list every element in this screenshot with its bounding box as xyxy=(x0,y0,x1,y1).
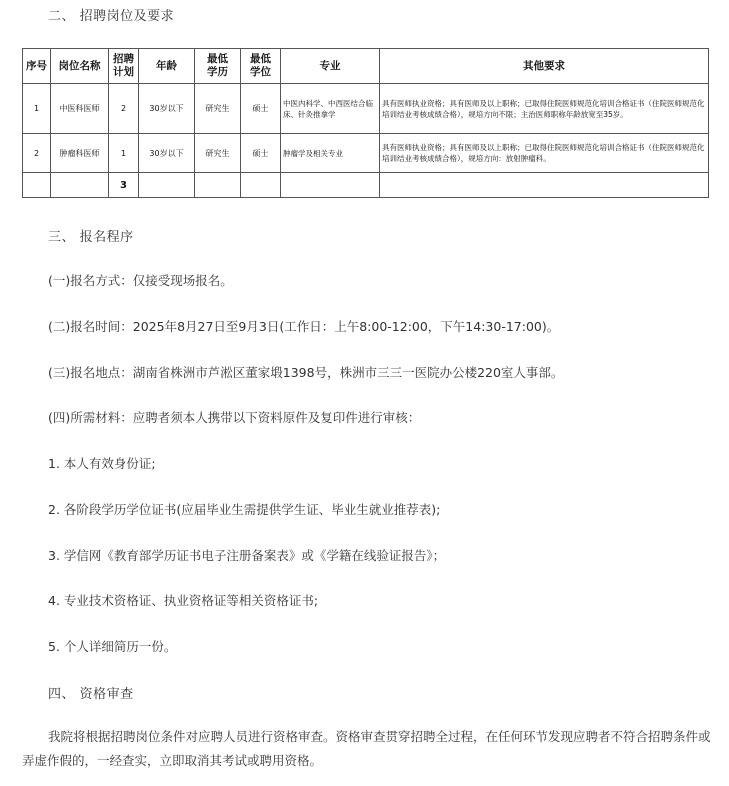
header-age: 年龄 xyxy=(139,49,195,84)
header-seq: 序号 xyxy=(23,49,51,84)
cell-other: 具有医师执业资格；具有医师及以上职称；已取得住院医师规范化培训合格证书（住院医师规范化培训结业考核成绩合格），规培方向不限；主治医师职称年龄放宽至35岁。 xyxy=(380,84,709,134)
material-item: 1. 本人有效身份证; xyxy=(48,456,156,471)
cell-empty xyxy=(23,173,51,198)
material-item: 2. 各阶段学历学位证书(应届毕业生需提供学生证、毕业生就业推荐表); xyxy=(48,502,441,517)
cell-empty xyxy=(139,173,195,198)
cell-age: 30岁以下 xyxy=(139,134,195,173)
registration-location: (三)报名地点：湖南省株洲市芦淞区董家塅1398号，株洲市三三一医院办公楼220室人事部。 xyxy=(48,365,564,380)
cell-empty xyxy=(195,173,241,198)
cell-major: 肿瘤学及相关专业 xyxy=(281,134,380,173)
qualification-review-text: 我院将根据招聘岗位条件对应聘人员进行资格审查。资格审查贯穿招聘全过程，在任何环节发现应聘者不符合招聘条件或弄虚作假的，一经查实，立即取消其考试或聘用资格。 xyxy=(22,729,711,768)
section-2-title: 二、 招聘岗位及要求 xyxy=(48,9,175,24)
header-quota-label: 招聘计划 xyxy=(113,53,134,78)
header-quota xyxy=(109,49,139,84)
cell-major: 中医内科学、中西医结合临床、针灸推拿学 xyxy=(281,84,380,134)
table-row xyxy=(23,84,709,134)
positions-table xyxy=(22,48,709,198)
cell-empty xyxy=(51,173,109,198)
header-education xyxy=(195,49,241,84)
cell-degree: 硕士 xyxy=(241,134,281,173)
material-item: 5. 个人详细简历一份。 xyxy=(48,639,177,654)
table-row xyxy=(23,134,709,173)
header-position: 岗位名称 xyxy=(51,49,109,84)
header-other: 其他要求 xyxy=(380,49,709,84)
table-total-row xyxy=(23,173,709,198)
header-major: 专业 xyxy=(281,49,380,84)
cell-position: 中医科医师 xyxy=(51,84,109,134)
cell-quota: 2 xyxy=(109,84,139,134)
cell-other: 具有医师执业资格；具有医师及以上职称；已取得住院医师规范化培训合格证书（住院医师规范化培训结业考核成绩合格），规培方向：放射肿瘤科。 xyxy=(380,134,709,173)
cell-degree: 硕士 xyxy=(241,84,281,134)
material-item: 3. 学信网《教育部学历证书电子注册备案表》或《学籍在线验证报告》； xyxy=(48,548,446,563)
header-degree xyxy=(241,49,281,84)
cell-age: 30岁以下 xyxy=(139,84,195,134)
section-3-title: 三、 报名程序 xyxy=(48,230,134,245)
cell-seq: 1 xyxy=(23,84,51,134)
cell-empty xyxy=(380,173,709,198)
header-degree-label: 最低学位 xyxy=(250,53,271,78)
cell-education: 研究生 xyxy=(195,84,241,134)
registration-method: (一)报名方式：仅接受现场报名。 xyxy=(48,273,233,288)
table-header-row xyxy=(23,49,709,84)
cell-seq: 2 xyxy=(23,134,51,173)
cell-total: 3 xyxy=(109,173,139,198)
cell-quota: 1 xyxy=(109,134,139,173)
section-4-title: 四、 资格审查 xyxy=(48,687,134,702)
cell-position: 肿瘤科医师 xyxy=(51,134,109,173)
cell-empty xyxy=(281,173,380,198)
cell-empty xyxy=(241,173,281,198)
header-education-label: 最低学历 xyxy=(207,53,228,78)
cell-education: 研究生 xyxy=(195,134,241,173)
registration-time: (二)报名时间：2025年8月27日至9月3日(工作日：上午8:00-12:00，下午14:30-17:00)。 xyxy=(48,319,560,334)
material-item: 4. 专业技术资格证、执业资格证等相关资格证书; xyxy=(48,593,319,608)
materials-intro: (四)所需材料：应聘者须本人携带以下资料原件及复印件进行审核： xyxy=(48,410,421,425)
